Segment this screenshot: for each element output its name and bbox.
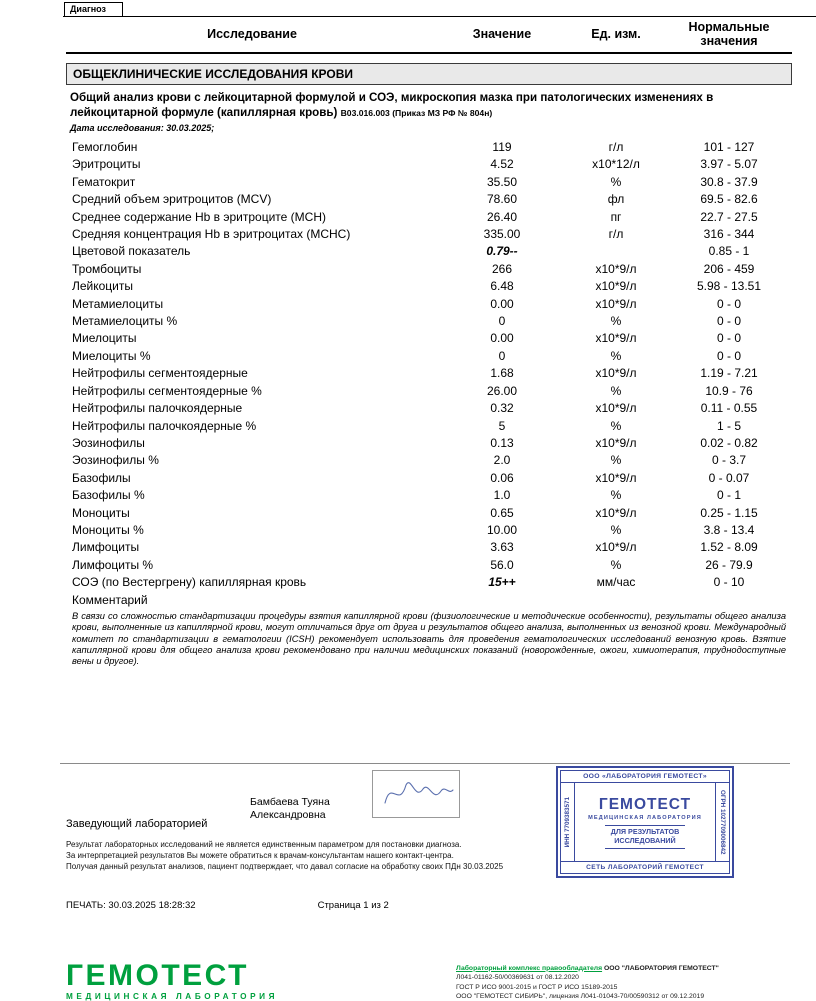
signature-scribble-icon: [373, 771, 459, 817]
test-name: Миелоциты: [72, 331, 137, 346]
legal-line-1: [456, 964, 812, 973]
reference-range: 69.5 - 82.6: [700, 192, 758, 207]
result-value: 5: [498, 418, 506, 433]
reference-range: 0.85 - 1: [708, 244, 750, 259]
table-row: [66, 243, 792, 260]
result-unit: х10*9/л: [595, 261, 637, 276]
result-value: 0.06: [490, 470, 514, 485]
header-range: Нормальные значения: [688, 20, 770, 48]
test-name: Нейтрофилы сегментоядерные %: [72, 383, 262, 398]
table-row: [66, 226, 792, 243]
test-name: Гемоглобин: [72, 140, 138, 154]
stamp-network: СЕТЬ ЛАБОРАТОРИЙ ГЕМОТЕСТ: [561, 861, 729, 873]
result-value: 10.00: [486, 522, 518, 537]
table-row: [66, 365, 792, 382]
reference-range: 0 - 10: [713, 575, 745, 590]
result-unit: г/л: [608, 140, 624, 154]
result-unit: г/л: [608, 227, 624, 242]
result-unit: %: [610, 383, 622, 398]
disclaimer-line: Результат лабораторных исследований не является единственным параметром для постановки диагноза.: [66, 840, 462, 850]
header-test: Исследование: [207, 26, 297, 41]
table-row: [66, 278, 792, 295]
table-row: [66, 557, 792, 574]
result-unit: х10*9/л: [595, 296, 637, 311]
print-timestamp: ПЕЧАТЬ: 30.03.2025 18:28:32: [66, 900, 196, 912]
result-value: 335.00: [483, 227, 521, 242]
result-unit: %: [610, 348, 622, 363]
table-row: [66, 418, 792, 435]
legal-owner-link[interactable]: Лабораторный комплекс правообладателя: [456, 964, 603, 972]
signatory-name: [250, 796, 330, 822]
result-unit: %: [610, 453, 622, 468]
stamp-inn: ИНН 7709383571: [561, 783, 575, 861]
result-value: 266: [491, 261, 513, 276]
result-unit: %: [610, 522, 622, 537]
test-name: Нейтрофилы палочкоядерные: [72, 401, 243, 416]
footer: [0, 961, 816, 1001]
result-value: 3.63: [490, 540, 514, 555]
reference-range: 0 - 1: [716, 488, 741, 503]
stamp-purpose: ДЛЯ РЕЗУЛЬТАТОВ ИССЛЕДОВАНИЙ: [605, 825, 686, 848]
test-name: Тромбоциты: [72, 261, 142, 276]
result-value: 78.60: [486, 192, 518, 207]
test-name: Миелоциты %: [72, 348, 151, 363]
test-name: Средняя концентрация Hb в эритроцитах (MCHC): [72, 227, 351, 242]
reference-range: 101 - 127: [703, 140, 755, 154]
test-name: Эозинофилы: [72, 435, 145, 450]
reference-range: 0 - 3.7: [711, 453, 747, 468]
test-name: Нейтрофилы сегментоядерные: [72, 366, 248, 381]
reference-range: 0 - 0: [716, 331, 741, 346]
study-date: Дата исследования: 30.03.2025;: [70, 123, 215, 133]
result-unit: х10*9/л: [595, 279, 637, 294]
reference-range: 5.98 - 13.51: [696, 279, 762, 294]
result-value: 0: [498, 348, 506, 363]
test-name: Базофилы: [72, 470, 131, 485]
result-unit: х10*12/л: [592, 157, 640, 172]
reference-range: 22.7 - 27.5: [700, 209, 758, 224]
legal-block: [456, 964, 812, 1001]
section-title: ОБЩЕКЛИНИЧЕСКИЕ ИССЛЕДОВАНИЯ КРОВИ: [66, 63, 792, 85]
stamp-ogrn: ОГРН 1027709006842: [715, 783, 729, 861]
reference-range: 26 - 79.9: [705, 557, 753, 572]
table-row: [66, 505, 792, 522]
table-row: [66, 435, 792, 452]
signatory-role: Заведующий лабораторией: [66, 818, 208, 831]
disclaimer-line: Получая данный результат анализов, пациент подтверждает, что давал согласие на обработку своих ПДн 30.03.2025: [66, 861, 504, 871]
table-row: [66, 330, 792, 347]
result-value: 1.0: [493, 488, 511, 503]
reference-range: 3.97 - 5.07: [700, 157, 758, 172]
table-row: [66, 383, 792, 400]
result-value: 2.0: [493, 453, 511, 468]
reference-range: 1.19 - 7.21: [700, 366, 758, 381]
test-name: Гематокрит: [72, 174, 136, 189]
result-value: 26.00: [486, 383, 518, 398]
result-value: 56.0: [490, 557, 514, 572]
signature-area: [0, 764, 816, 886]
test-name: Моноциты: [72, 505, 130, 520]
result-value: 1.68: [490, 366, 514, 381]
stamp-subtitle: МЕДИЦИНСКАЯ ЛАБОРАТОРИЯ: [588, 815, 702, 822]
legal-line-2: Л041-01162-50/00369631 от 08.12.2020: [456, 974, 579, 982]
reference-range: 0 - 0: [716, 314, 741, 329]
reference-range: 0.25 - 1.15: [700, 505, 758, 520]
result-unit: х10*9/л: [595, 331, 637, 346]
result-value: 0.13: [490, 435, 514, 450]
legal-line-4: ООО "ГЕМОТЕСТ СИБИРЬ", лицензия Л041-01043-70/00590312 от 09.12.2019: [456, 993, 705, 1001]
disclaimer-line: За интерпретацией результатов Вы можете обратиться к врачам-консультантам нашего контакт-центра.: [66, 851, 454, 861]
result-value: 0.65: [490, 505, 514, 520]
table-row: [66, 400, 792, 417]
results-rows: [66, 139, 792, 592]
reference-range: 206 - 459: [703, 261, 755, 276]
result-unit: х10*9/л: [595, 470, 637, 485]
stamp-company: ООО «ЛАБОРАТОРИЯ ГЕМОТЕСТ»: [561, 771, 729, 783]
result-value: 0.00: [490, 331, 514, 346]
signature-field: [372, 770, 460, 818]
result-unit: пг: [610, 209, 622, 224]
result-unit: фл: [607, 192, 625, 207]
result-unit: х10*9/л: [595, 540, 637, 555]
comment-label: Комментарий: [72, 592, 148, 607]
result-value: 0.32: [490, 401, 514, 416]
table-row: [66, 313, 792, 330]
test-name: Нейтрофилы палочкоядерные %: [72, 418, 257, 433]
panel-title: [66, 91, 792, 120]
table-row: [66, 522, 792, 539]
result-unit: х10*9/л: [595, 435, 637, 450]
table-row: [66, 156, 792, 173]
result-value: 0: [498, 314, 506, 329]
result-value: 4.52: [490, 157, 514, 172]
table-row: [66, 139, 792, 156]
result-unit: х10*9/л: [595, 401, 637, 416]
panel-code: В03.016.003 (Приказ МЗ РФ № 804н): [340, 107, 493, 118]
panel-title-text: Общий анализ крови с лейкоцитарной формулой и СОЭ, микроскопия мазка при патологических изменениях в лейкоцитарной формуле (капиллярная кровь): [70, 91, 714, 119]
result-value: 35.50: [486, 174, 518, 189]
table-row: [66, 487, 792, 504]
result-unit: %: [610, 418, 622, 433]
result-unit: [566, 243, 666, 260]
reference-range: 0 - 0.07: [708, 470, 750, 485]
result-unit: %: [610, 488, 622, 503]
result-value: 0.00: [490, 296, 514, 311]
result-unit: %: [610, 557, 622, 572]
result-unit: х10*9/л: [595, 505, 637, 520]
comment-text: В связи со сложностью стандартизации процедуры взятия капиллярной крови (физиологические и методические особенности), результаты общего анализа крови, выполненные из капиллярной крови, могут отличаться друг от друга и результатов общего анализа, выполненных из венозной крови. Международный комитет по стандартизации в гематологии (ICSH) рекомендует использовать для проведения гематологических исследований венозную кровь. Взятие капиллярной крови для общего анализа крови рекомендовано при наличии медицинских показаний (новорожденные, ожоги, химиотерапия, труднодоступные вены и другое).: [72, 610, 786, 667]
gemotest-logo-text: ГЕМОТЕСТ: [66, 959, 249, 993]
test-name: Эритроциты: [72, 157, 141, 172]
reference-range: 0 - 0: [716, 296, 741, 311]
table-row: [66, 452, 792, 469]
table-row: [66, 348, 792, 365]
reference-range: 3.8 - 13.4: [703, 522, 755, 537]
table-row: [66, 296, 792, 313]
result-value: 0.79--: [486, 244, 518, 259]
reference-range: 316 - 344: [703, 227, 755, 242]
reference-range: 0.02 - 0.82: [700, 435, 758, 450]
table-row: [66, 261, 792, 278]
test-name: Моноциты %: [72, 522, 144, 537]
result-unit: %: [610, 314, 622, 329]
print-row: [66, 900, 816, 911]
test-name: СОЭ (по Вестергрену) капиллярная кровь: [72, 575, 307, 590]
lab-stamp-inner: [560, 770, 730, 874]
test-name: Метамиелоциты %: [72, 314, 178, 329]
test-name: Эозинофилы %: [72, 453, 159, 468]
test-name: Базофилы %: [72, 488, 145, 503]
test-name: Среднее содержание Hb в эритроците (MCH): [72, 209, 326, 224]
result-value: 15++: [488, 575, 516, 590]
reference-range: 10.9 - 76: [705, 383, 753, 398]
reference-range: 30.8 - 37.9: [700, 174, 758, 189]
reference-range: 0 - 0: [716, 348, 741, 363]
reference-range: 1.52 - 8.09: [700, 540, 758, 555]
stamp-brand: ГЕМОТЕСТ: [598, 796, 692, 814]
test-name: Лимфоциты: [72, 540, 140, 555]
table-row: [66, 191, 792, 208]
result-unit: %: [610, 174, 622, 189]
legal-line-3: ГОСТ Р ИСО 9001-2015 и ГОСТ Р ИСО 15189-2015: [456, 983, 618, 991]
diagnosis-box: Диагноз: [64, 2, 123, 17]
table-row: [66, 174, 792, 191]
gemotest-logo-subtitle: МЕДИЦИНСКАЯ ЛАБОРАТОРИЯ: [66, 992, 279, 1001]
table-row: [66, 539, 792, 556]
signatory-name-line1: Бамбаева Туяна: [250, 796, 330, 809]
test-name: Метамиелоциты: [72, 296, 164, 311]
signatory-name-line2: Александровна: [250, 809, 326, 822]
test-name: Цветовой показатель: [72, 244, 191, 259]
table-row: [66, 470, 792, 487]
gemotest-logo: [66, 961, 278, 1001]
test-name: Лейкоциты: [72, 279, 134, 294]
result-value: 6.48: [490, 279, 514, 294]
table-row: [66, 574, 792, 591]
table-row: [66, 209, 792, 226]
result-value: 119: [492, 140, 512, 154]
result-unit: мм/час: [596, 575, 636, 590]
page-indicator: Страница 1 из 2: [317, 900, 389, 912]
disclaimer: [66, 840, 552, 872]
header-unit: Ед. изм.: [591, 26, 641, 41]
comment-row: [66, 592, 792, 609]
reference-range: 1 - 5: [716, 418, 741, 433]
table-header: [66, 17, 792, 54]
header-value: Значение: [472, 26, 532, 41]
test-name: Средний объем эритроцитов (MCV): [72, 192, 272, 207]
reference-range: 0.11 - 0.55: [700, 401, 758, 416]
legal-owner-rest: ООО "ЛАБОРАТОРИЯ ГЕМОТЕСТ": [602, 964, 719, 972]
result-value: 26.40: [486, 209, 518, 224]
lab-stamp: [556, 766, 734, 878]
result-unit: х10*9/л: [595, 366, 637, 381]
test-name: Лимфоциты %: [72, 557, 154, 572]
